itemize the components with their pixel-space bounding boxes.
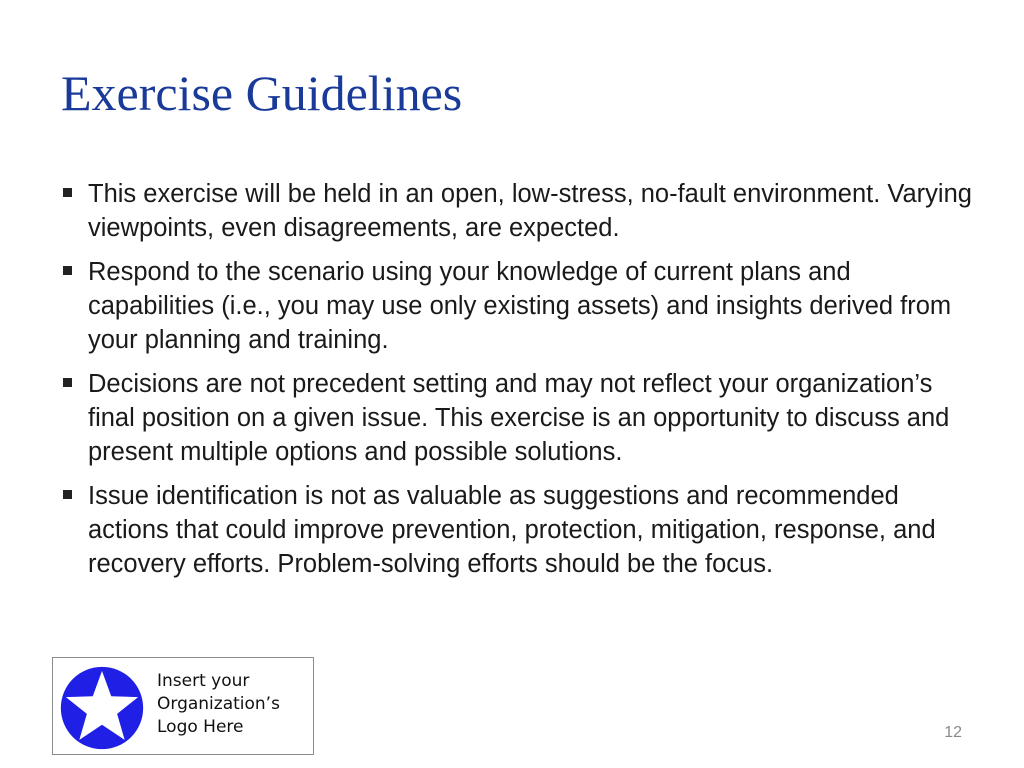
bullet-item [60, 177, 980, 245]
square-bullet-icon [63, 490, 72, 499]
logo-text-line: Insert your [157, 671, 250, 691]
bullet-text: Issue identification is not as valuable as suggestions and recommended actions that could improve prevention, protection, mitigation, response, and recovery efforts. Problem-solving efforts should be the focus. [88, 482, 936, 578]
bullet-text: This exercise will be held in an open, low-stress, no-fault environment. Varying viewpoints, even disagreements, are expected. [88, 180, 972, 242]
bullet-list [60, 177, 980, 591]
logo-text-line: Logo Here [157, 717, 244, 737]
square-bullet-icon [63, 188, 72, 197]
star-icon [60, 666, 144, 750]
square-bullet-icon [63, 266, 72, 275]
bullet-item [60, 479, 980, 581]
logo-placeholder-text [157, 670, 280, 739]
bullet-text: Respond to the scenario using your knowledge of current plans and capabilities (i.e., you may use only existing assets) and insights derived from your planning and training. [88, 258, 952, 354]
bullet-item [60, 255, 980, 357]
square-bullet-icon [63, 378, 72, 387]
bullet-item [60, 367, 980, 469]
logo-placeholder [52, 657, 314, 755]
logo-text-line: Organization’s [157, 694, 280, 714]
slide-title: Exercise Guidelines [61, 65, 463, 121]
bullet-text: Decisions are not precedent setting and may not reflect your organization’s final position on a given issue. This exercise is an opportunity to discuss and present multiple options and possible solutions. [88, 370, 950, 466]
page-number: 12 [944, 724, 962, 741]
